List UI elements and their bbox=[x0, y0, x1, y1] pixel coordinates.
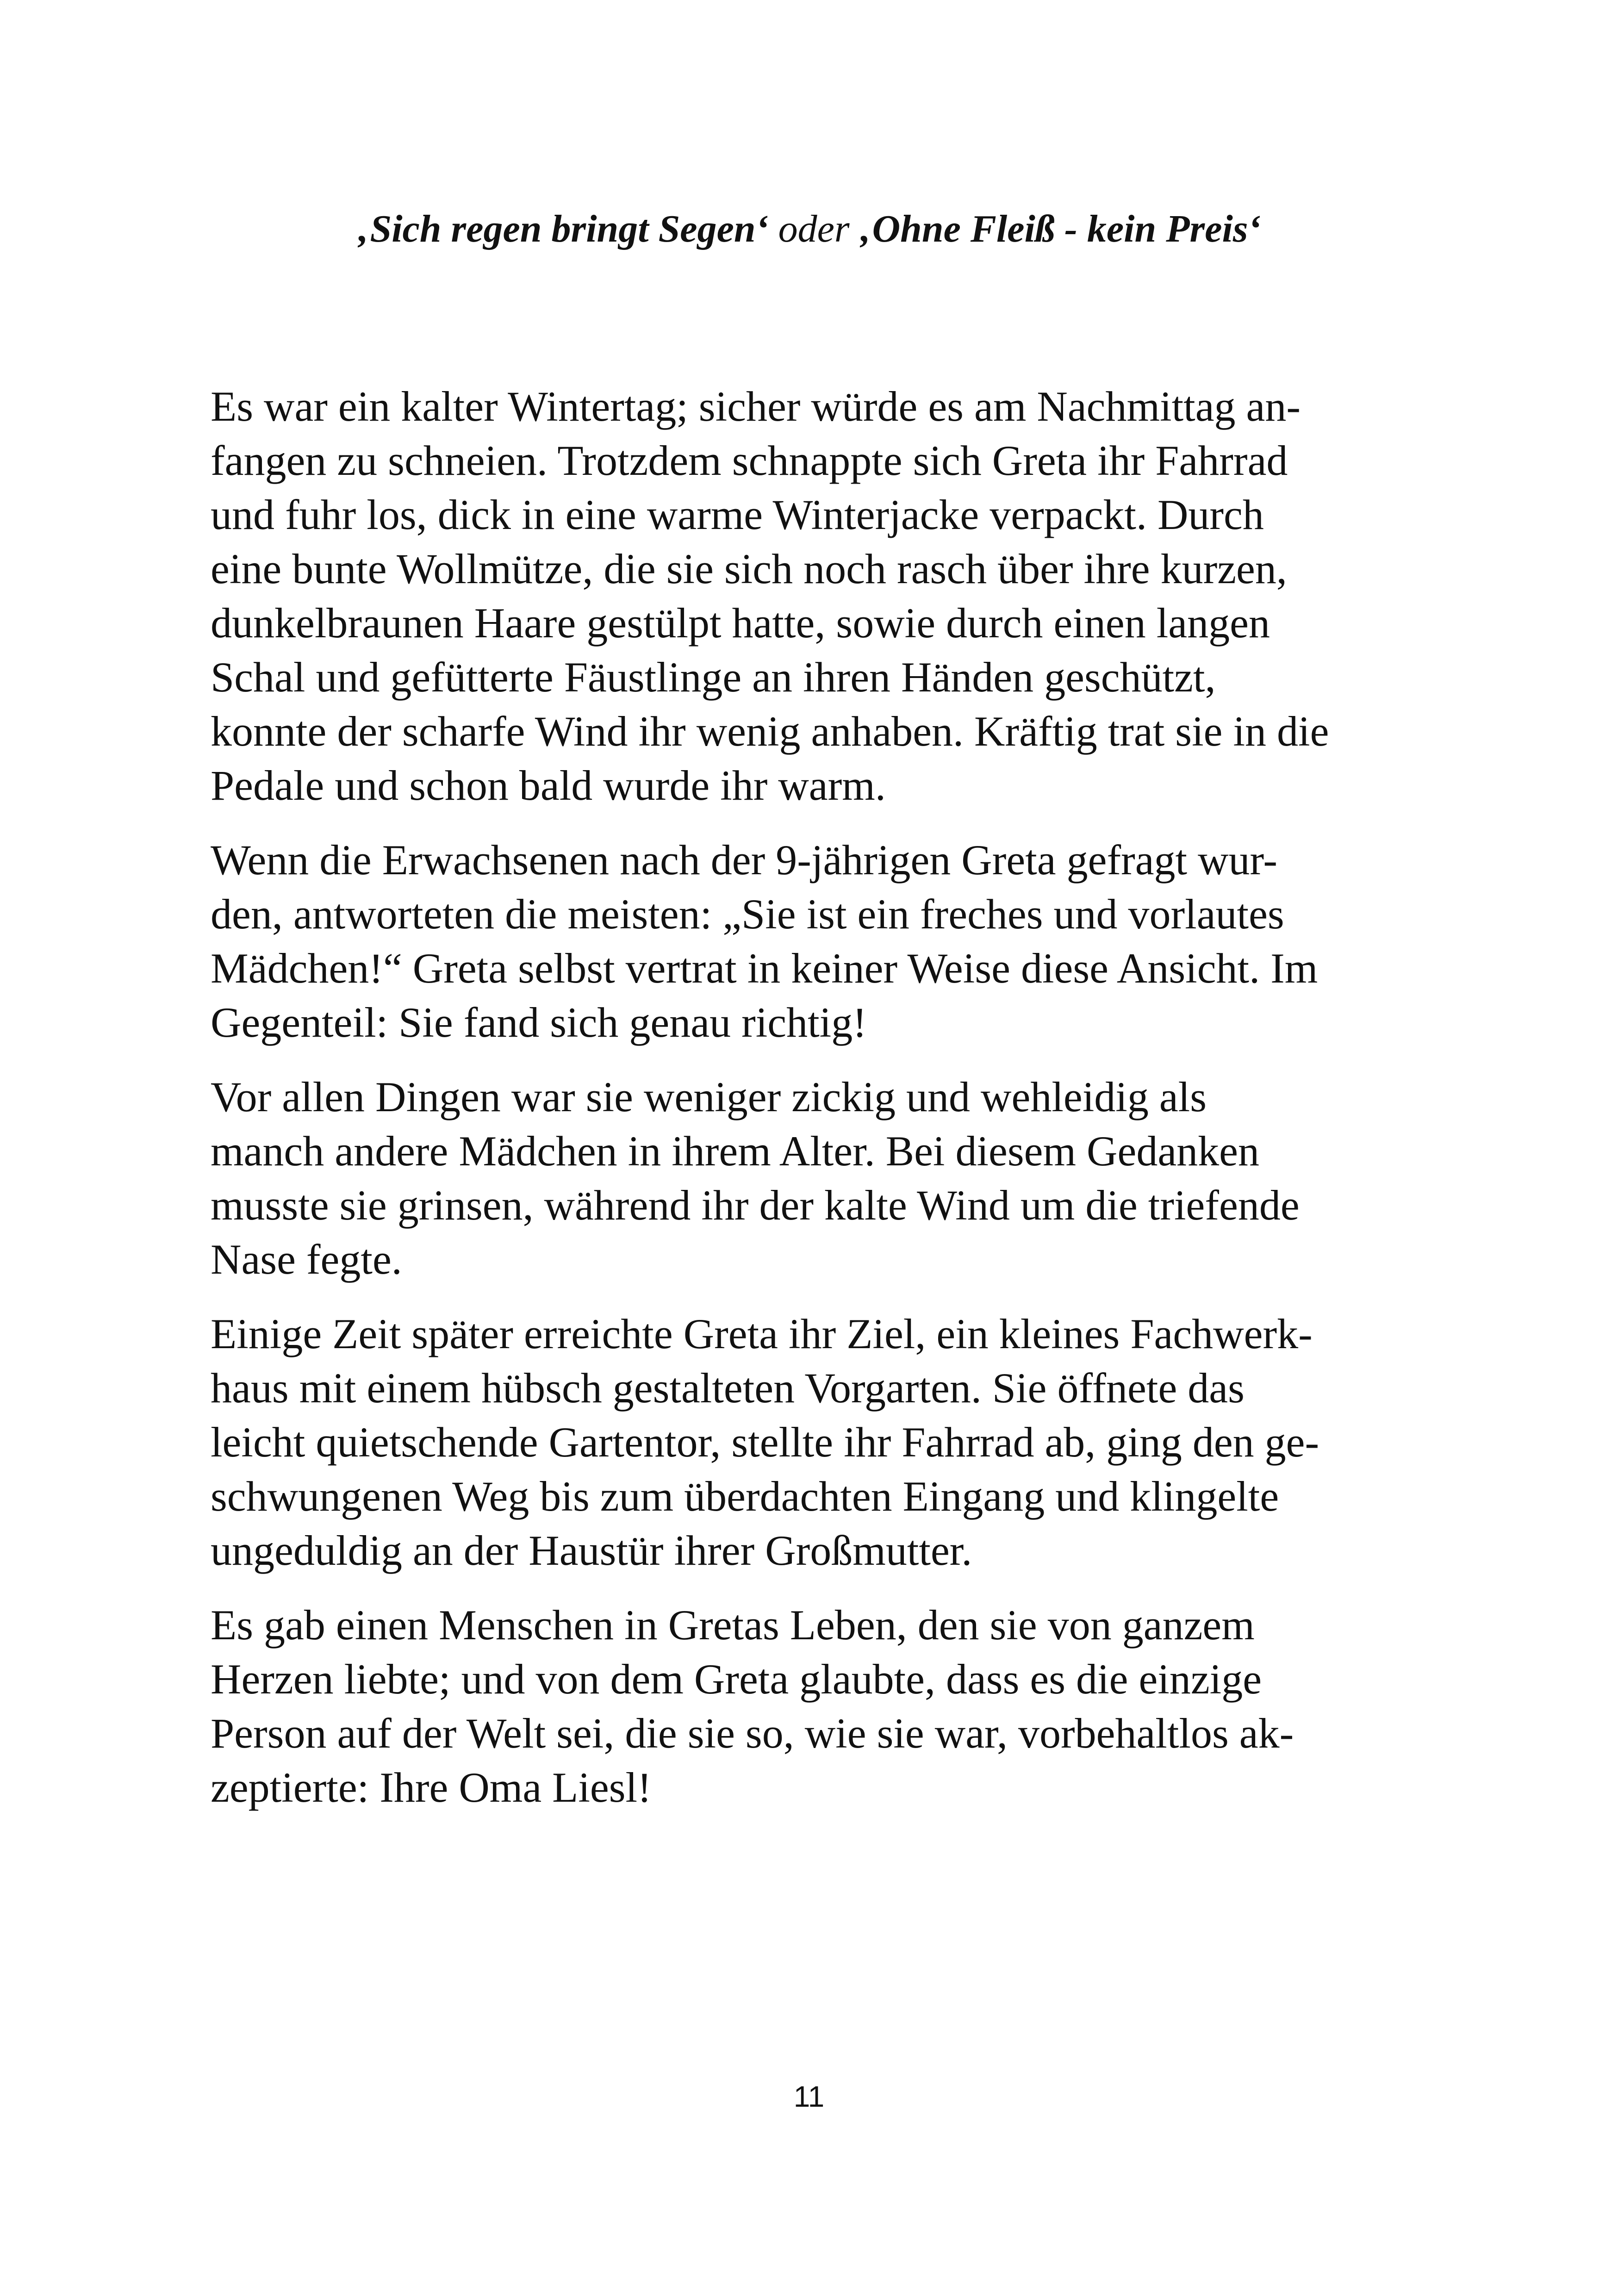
text-line: Person auf der Welt sei, die sie so, wie sie war, vorbehaltlos ak- bbox=[211, 1710, 1294, 1757]
text-line: konnte der scharfe Wind ihr wenig anhaben. Kräftig trat sie in die bbox=[211, 708, 1329, 755]
text-line: ungeduldig an der Haustür ihrer Großmutter. bbox=[211, 1527, 972, 1574]
text-line: Einige Zeit später erreichte Greta ihr Ziel, ein kleines Fachwerk- bbox=[211, 1310, 1313, 1357]
text-line: fangen zu schneien. Trotzdem schnappte sich Greta ihr Fahrrad bbox=[211, 437, 1288, 484]
text-line: Vor allen Dingen war sie weniger zickig und wehleidig als bbox=[211, 1073, 1207, 1120]
chapter-body bbox=[211, 380, 1432, 1835]
paragraph-3 bbox=[211, 1070, 1432, 1287]
text-line: haus mit einem hübsch gestalteten Vorgarten. Sie öffnete das bbox=[211, 1364, 1245, 1412]
paragraph-1 bbox=[211, 380, 1432, 813]
chapter-title bbox=[0, 204, 1618, 255]
text-line: Nase fegte. bbox=[211, 1236, 402, 1283]
text-line: Mädchen!“ Greta selbst vertrat in keiner Weise diese Ansicht. Im bbox=[211, 945, 1318, 992]
text-line: manch andere Mädchen in ihrem Alter. Bei diesem Gedanken bbox=[211, 1127, 1259, 1175]
text-line: Herzen liebte; und von dem Greta glaubte, dass es die einzige bbox=[211, 1655, 1262, 1703]
text-line: schwungenen Weg bis zum überdachten Eingang und klingelte bbox=[211, 1473, 1279, 1520]
text-line: den, antworteten die meisten: „Sie ist ein freches und vorlautes bbox=[211, 890, 1284, 938]
text-line: Gegenteil: Sie fand sich genau richtig! bbox=[211, 999, 867, 1046]
chapter-title-connector: oder bbox=[768, 207, 859, 250]
text-line: Es gab einen Menschen in Gretas Leben, den sie von ganzem bbox=[211, 1601, 1255, 1649]
text-line: Wenn die Erwachsenen nach der 9-jährigen Greta gefragt wur- bbox=[211, 836, 1277, 884]
text-line: Es war ein kalter Wintertag; sicher würde es am Nachmittag an- bbox=[211, 383, 1301, 430]
text-line: leicht quietschende Gartentor, stellte ihr Fahrrad ab, ging den ge- bbox=[211, 1419, 1319, 1466]
paragraph-5 bbox=[211, 1598, 1432, 1815]
chapter-title-part-2: ‚Ohne Fleiß - kein Preis‘ bbox=[859, 207, 1261, 250]
paragraph-4 bbox=[211, 1307, 1432, 1578]
text-line: Pedale und schon bald wurde ihr warm. bbox=[211, 762, 886, 809]
text-line: zeptierte: Ihre Oma Liesl! bbox=[211, 1764, 652, 1811]
text-line: dunkelbraunen Haare gestülpt hatte, sowie durch einen langen bbox=[211, 599, 1270, 647]
text-line: und fuhr los, dick in eine warme Winterjacke verpackt. Durch bbox=[211, 491, 1264, 538]
page-number: 11 bbox=[793, 2080, 825, 2113]
paragraph-2 bbox=[211, 833, 1432, 1050]
chapter-title-part-1: ‚Sich regen bringt Segen‘ bbox=[357, 207, 769, 250]
text-line: musste sie grinsen, während ihr der kalte Wind um die triefende bbox=[211, 1182, 1300, 1229]
text-line: Schal und gefütterte Fäustlinge an ihren Händen geschützt, bbox=[211, 653, 1216, 701]
text-line: eine bunte Wollmütze, die sie sich noch rasch über ihre kurzen, bbox=[211, 545, 1287, 592]
